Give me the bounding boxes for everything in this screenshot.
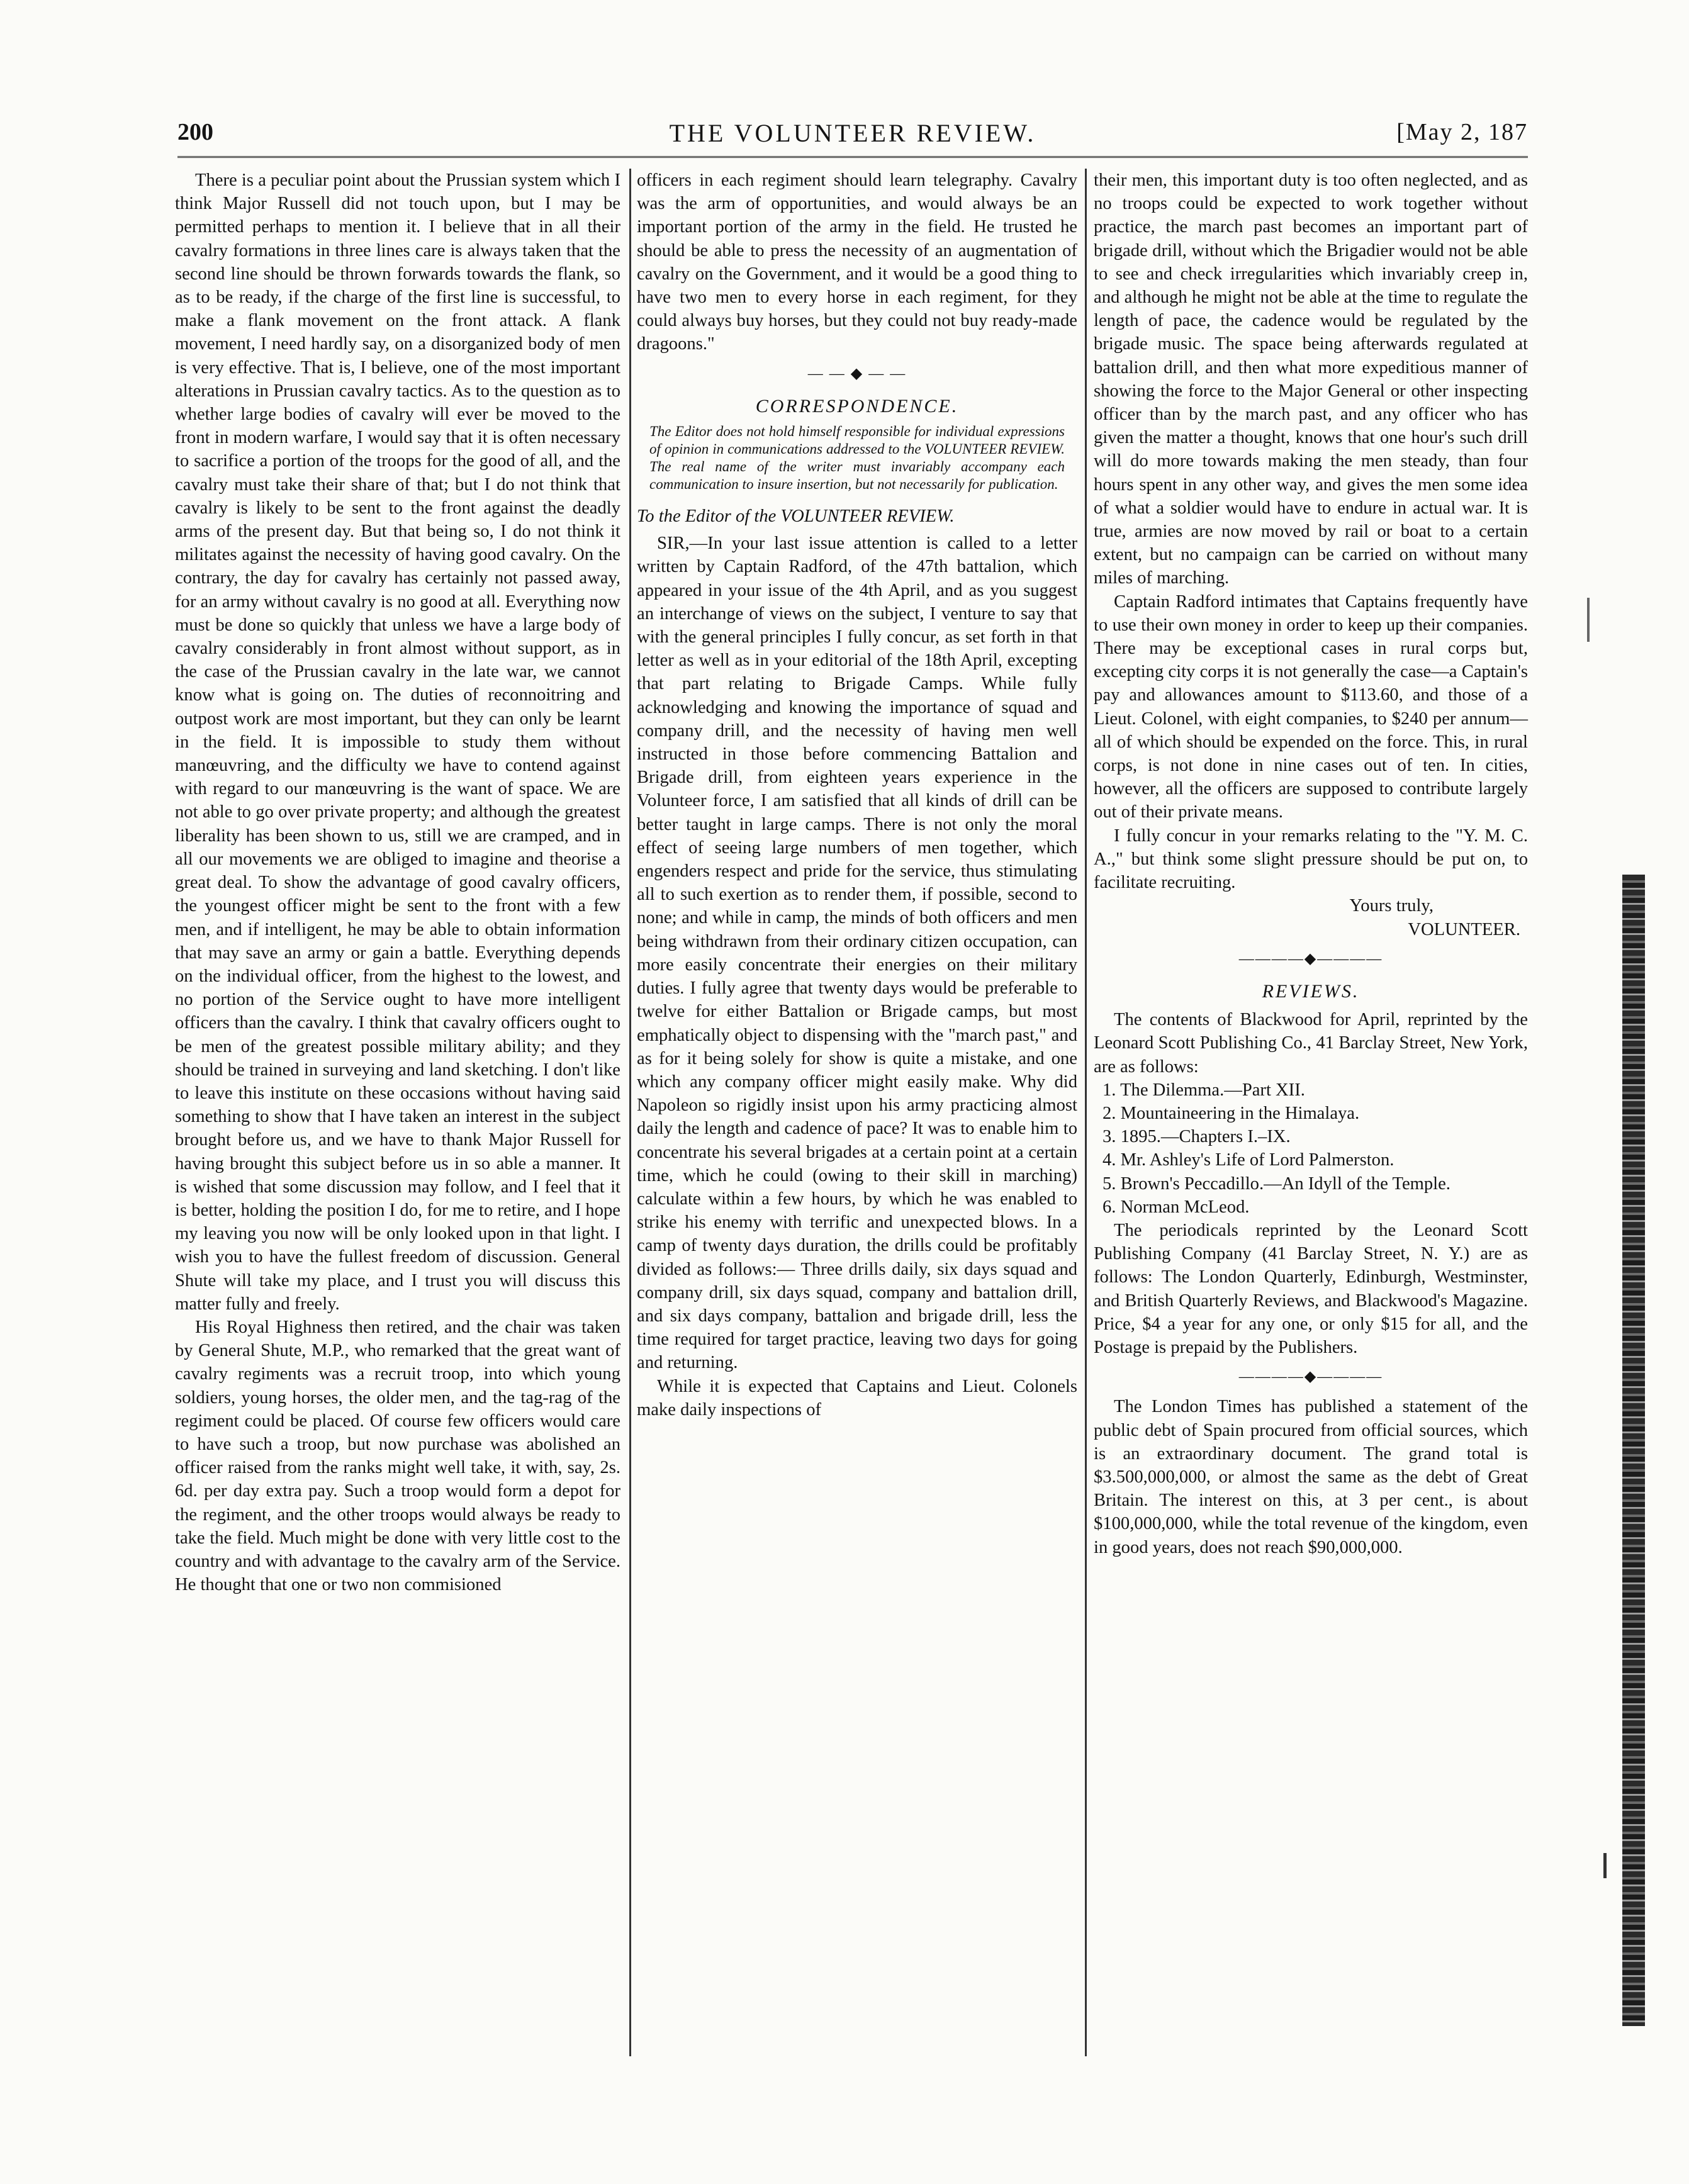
section-ornament: ————◆———— bbox=[1238, 1369, 1383, 1386]
header-rule bbox=[177, 156, 1528, 160]
scan-artifact bbox=[1587, 598, 1590, 642]
scan-artifact bbox=[1603, 1853, 1607, 1878]
news-paragraph: The London Times has published a statement of the public debt of Spain procured from official sources, which is an extraordinary document. The grand total is $3.500,000,000, or almost the same as the debt of Great Britain. The interest on this, at 3 per cent., is about $100,000,000, while the total revenue of the kingdom, even in good years, does not reach $90,000,000. bbox=[1094, 1397, 1528, 1557]
letter-closing: Yours truly, bbox=[1349, 896, 1434, 916]
article-paragraph: His Royal Highness then retired, and the chair was taken by General Shute, M.P., who remarked that the great want of cavalry regiments was a recruit troop, into which young soldiers, young horses, the older men, and the tag-rag of the regiment could be placed. Of course few officers would care to have such a troop, but now purchase was abolished an officer raised from the ranks might well take, it with, say, 2s. 6d. per day extra pay. Such a troop would form a depot for the regiment, and the other troops would always be ready to take the field. Much might be done with very little cost to the country and with advantage to the cavalry arm of the Service. He thought that one or two non commisioned bbox=[175, 1317, 620, 1595]
reviews-paragraph: The contents of Blackwood for April, reprinted by the Leonard Scott Publishing Co., 41 Barclay Street, New York, are as follows: bbox=[1094, 1010, 1528, 1077]
letter-address: To the Editor of the VOLUNTEER REVIEW. bbox=[637, 507, 955, 527]
letter-paragraph: SIR,—In your last issue attention is called to a letter written by Captain Radford, of the 47th battalion, which appeared in your issue of the 4th April, and as you suggest an interchange of views on the subject, I venture to say that with the general principles I fully concur, as set forth in that letter as well as in your editorial of the 18th April, excepting that part relating to Brigade Camps. While fully acknowledging and knowing the importance of squad and company drill, and the necessity of having men well instructed in those before commencing Battalion and Brigade drill, from eighteen years experience in the Volunteer force, I am satisfied that all kinds of drill can be better taught in large camps. There is not only the moral effect of seeing large numbers of men together, which engenders respect and pride for the service, thus stimulating all to such exertion as to render them, if possible, second to none; and while in camp, the minds of both officers and men being withdrawn from their ordinary citizen occupation, can more easily concentrate their energies on their military duties. I fully agree that twenty days would be preferable to twelve for either Battalion or Brigade camps, but most emphatically object to dispensing with the "march past," and as for it being solely for show is quite a mistake, and one which any company officer might easily make. Why did Napoleon so rigidly insist upon his army practicing almost daily the length and cadence of pace? It was to enable him to concentrate his several brigades at a certain point at a certain time, which he could (owing to their skill in marching) calculate within a few hours, by which he was enabled to strike his enemy with terrific and unexpected blows. In a camp of twenty days duration, the drills could be profitably divided as follows:— Three drills daily, six days squad and company drill, six days squad, company and battalion drill, and six days company, battalion and brigade drill, less the time required for target practice, leaving two days for going and returning. bbox=[637, 534, 1077, 1373]
article-paragraph: officers in each regiment should learn telegraphy. Cavalry was the arm of opportunities, and would always be an important portion of the army in the field. He trusted he should be able to press the necessity of an augmentation of cavalry on the Government, and it would be a good thing to have two men to every horse in each regiment, for they could always buy horses, but they could not buy ready-made dragoons." bbox=[637, 171, 1077, 354]
list-item: 3. 1895.—Chapters I.–IX. bbox=[1103, 1127, 1291, 1147]
list-item: 5. Brown's Peccadillo.—An Idyll of the Temple. bbox=[1103, 1173, 1451, 1194]
column-3 bbox=[1094, 169, 1528, 1559]
letter-paragraph: While it is expected that Captains and Lieut. Colonels make daily inspections of bbox=[637, 1376, 1077, 1420]
page-number: 200 bbox=[177, 119, 213, 145]
column-divider-2 bbox=[1085, 169, 1087, 2056]
correspondence-heading: CORRESPONDENCE. bbox=[755, 395, 959, 417]
masthead-title: THE VOLUNTEER REVIEW. bbox=[669, 119, 1036, 147]
column-2 bbox=[637, 169, 1077, 1421]
page-header bbox=[177, 118, 1528, 156]
letter-signature: VOLUNTEER. bbox=[1408, 919, 1520, 939]
reviews-paragraph: The periodicals reprinted by the Leonard Scott Publishing Company (41 Barclay Street, N. Y.) are as follows: The London Quarterly, Edinburgh, Westminster, and British Quarterly Reviews, and Blackwood's Magazine. Price, $4 a year for any one, or only $15 for all, and the Postage is prepaid by the Publishers. bbox=[1094, 1220, 1528, 1357]
contents-list bbox=[1094, 1078, 1528, 1219]
letter-paragraph: Captain Radford intimates that Captains frequently have to use their own money in order to keep up their companies. There may be exceptional cases in rural corps but, excepting city corps it is not generally the case—a Captain's pay and allowances amount to $113.60, and those of a Lieut. Colonel, with eight companies, to $240 per annum—all of which should be expended on the force. This, in rural corps, is not done in nine cases out of ten. In cities, however, all the officers are supposed to contribute largely out of their private means. bbox=[1094, 591, 1528, 822]
column-divider-1 bbox=[629, 169, 631, 2056]
reviews-heading: REVIEWS. bbox=[1262, 980, 1360, 1002]
list-item: 6. Norman McLeod. bbox=[1103, 1197, 1250, 1217]
letter-paragraph: their men, this important duty is too often neglected, and as no troops could be expected to work together without practice, the march past becomes an important part of brigade drill, without which the Brigadier would not be able to see and check irregularities which invariably creep in, and although he might not be able at the time to regulate the length of pace, the cadence would be regulated by the brigade music. The space being afterwards regulated at battalion drill, and then what more expeditious manner of showing the force to the Major General or other inspecting officer than by the march past, and any officer who has given the matter a thought, knows that one hour's such drill will do more towards making the men steady, than four hours spent in any other way, and gives the men some idea of what a soldier would have to endure in actual war. It is true, armies are now moved by rail or boat to a certain extent, but no campaign can be carried on without many miles of marching. bbox=[1094, 171, 1528, 588]
list-item: 2. Mountaineering in the Himalaya. bbox=[1103, 1103, 1360, 1123]
issue-date: [May 2, 187 bbox=[1396, 119, 1528, 145]
article-paragraph: There is a peculiar point about the Prussian system which I think Major Russell did not touch upon, but I may be permitted perhaps to mention it. I believe that in all their cavalry formations in three lines care is always taken that the second line should be thrown forwards towards the flank, so as to be ready, if the charge of the first line is successful, to make a flank movement on the front attack. A flank movement, I need hardly say, on a disorganized body of men is very effective. That is, I believe, one of the most important alterations in Prussian cavalry tactics. As to the question as to whether large bodies of cavalry will ever be moved to the front in modern warfare, I would say that it is often necessary to sacrifice a portion of the troops for the good of all, and the cavalry must take their share of that; but I do not think that cavalry is likely to be sent to the front against the deadly arms of the present day. But that being so, I do not think it militates against the necessity of having good cavalry. On the contrary, the day for cavalry has certainly not passed away, for an army without cavalry is no good at all. Everything now must be done so quickly that unless we have a large body of cavalry considerably in front almost without support, as in the case of the Prussian cavalry in the late war, we cannot know what is going on. The duties of reconnoitring and outpost work are most important, but they can only be learnt in the field. It is impossible to study them without manœuvring, and the difficulty we have to contend against with regard to our manœuvring is the want of space. We are not able to go over private property; and although the greatest liberality has been shown to us, still we are cramped, and in all our movements we are obliged to imagine and theorise a great deal. To show the advantage of good cavalry officers, the youngest officer might be sent to the front with a few men, and if intelligent, he may be able to obtain information that may save an army or gain a battle. Everything depends on the individual officer, from the highest to the lowest, and no portion of the Service ought to have more intelligent officers than the cavalry. I think that cavalry officers ought to be men of the greatest possible military ability; and they should be trained in surveying and land sketching. I don't like to leave this institute on these occasions without having said something to show that I have taken an interest in the subject brought before us, and we have to thank Major Russell for having brought this subject before us in so able a manner. It is wished that some discussion may follow, and I feel that it is better, holding the position I do, for me to retire, and I hope my leaving you now will be only looked upon in that light. I wish you to have the fullest freedom of discussion. General Shute will take my place, and I trust you will discuss this matter fully and freely. bbox=[175, 171, 620, 1314]
section-ornament: ————◆———— bbox=[1238, 950, 1383, 967]
list-item: 4. Mr. Ashley's Life of Lord Palmerston. bbox=[1103, 1150, 1394, 1170]
list-item: 1. The Dilemma.—Part XII. bbox=[1103, 1080, 1305, 1100]
letter-paragraph: I fully concur in your remarks relating to the "Y. M. C. A.," but think some slight pressure should be put on, to facilitate recruiting. bbox=[1094, 826, 1528, 893]
section-ornament: — — ◆ — — bbox=[807, 365, 907, 382]
editor-note: The Editor does not hold himself responsible for individual expressions of opinion in communications addressed to the VOLUNTEER REVIEW. The real name of the writer must invariably accompany each communication to insure insertion, but not necessarily for publication. bbox=[649, 423, 1065, 493]
scan-binding-edge bbox=[1622, 875, 1645, 2026]
column-1 bbox=[175, 169, 620, 1596]
